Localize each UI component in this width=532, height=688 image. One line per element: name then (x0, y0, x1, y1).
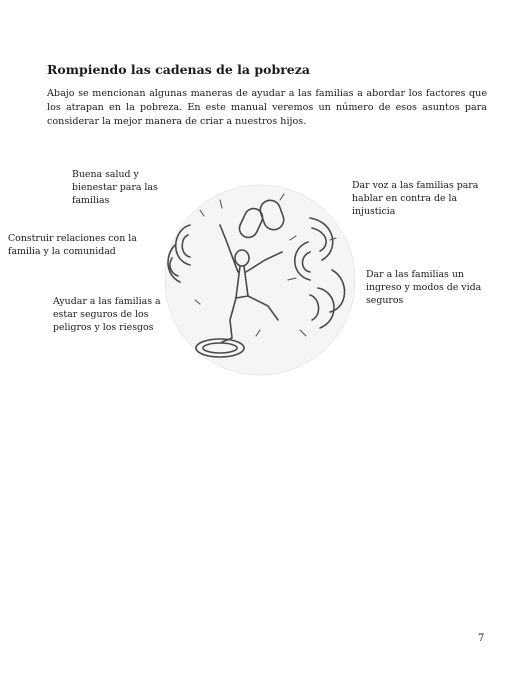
label-relations: Construir relaciones con la familia y la comunidad (8, 233, 137, 257)
label-voice: Dar voz a las familias para hablar en contra de la injusticia (352, 180, 479, 217)
label-income: Dar a las familias un ingreso y modos de vida seguros (366, 269, 482, 306)
broken-chains-illustration (160, 180, 360, 380)
label-health: Buena salud y bienestar para las familias (72, 169, 158, 206)
intro-paragraph: Abajo se mencionan algunas maneras de ayudar a las familias a abordar los factores que los atrapan en la pobreza. En este manual veremos un número de esos asuntos para considerar la mejor manera de criar a nuestros hijos. (47, 88, 487, 127)
label-safety: Ayudar a las familias a estar seguros de los peligros y los riesgos (53, 296, 161, 333)
page-number: 7 (478, 633, 485, 644)
page-title: Rompiendo las cadenas de la pobreza (47, 62, 310, 77)
